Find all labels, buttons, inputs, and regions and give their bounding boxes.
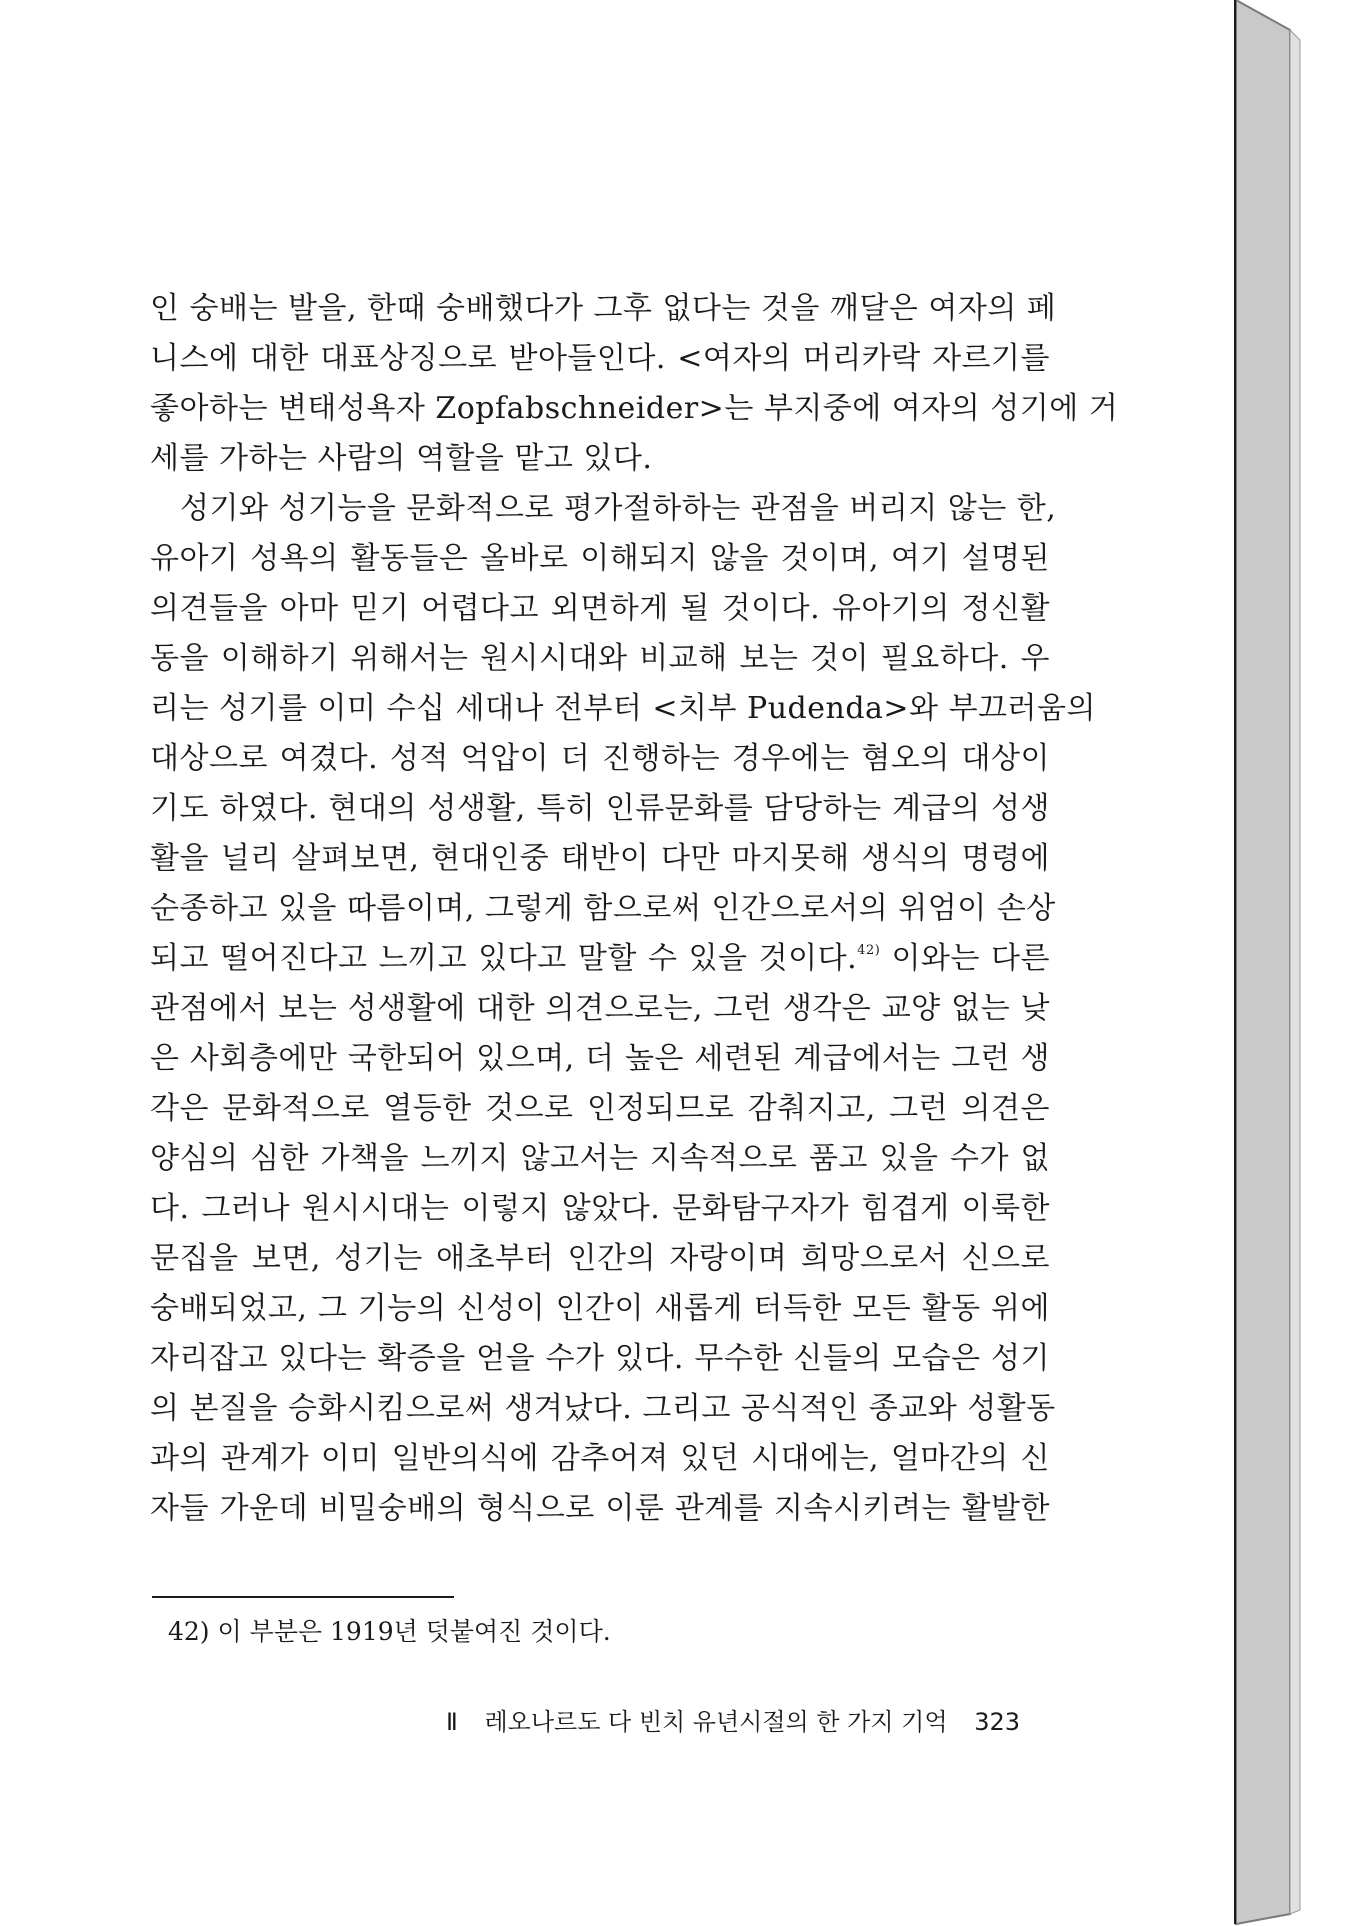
text-segment: 이와는 다른 [880,941,1050,976]
footnote: 42) 이 부분은 1919년 덧붙여진 것이다. [168,1617,611,1646]
text-line: 다. 그러나 원시시대는 이렇지 않았다. 문화탐구자가 힘겹게 이룩한 [150,1191,1050,1226]
text-line: 동을 이해하기 위해서는 원시시대와 비교해 보는 것이 필요하다. 우 [150,641,1050,676]
text-line-paragraph-start: 성기와 성기능을 문화적으로 평가절하하는 관점을 버리지 않는 한, [180,491,1057,526]
text-line: 자들 가운데 비밀숭배의 형식으로 이룬 관계를 지속시키려는 활발한 [150,1491,1050,1526]
body-text [150,284,1119,1534]
text-line: 의견들을 아마 믿기 어렵다고 외면하게 될 것이다. 유아기의 정신활 [150,591,1050,626]
text-line: 과의 관계가 이미 일반의식에 감추어져 있던 시대에는, 얼마간의 신 [150,1441,1050,1476]
chapter-numeral: Ⅱ [446,1708,458,1736]
footnote-divider [152,1596,454,1598]
text-line: 니스에 대한 대표상징으로 받아들인다. <여자의 머리카락 자르기를 [150,341,1050,376]
text-line: 자리잡고 있다는 확증을 얻을 수가 있다. 무수한 신들의 모습은 성기 [150,1341,1050,1376]
text-line: 양심의 심한 가책을 느끼지 않고서는 지속적으로 품고 있을 수가 없 [150,1141,1050,1176]
running-footer [446,1702,1020,1742]
page-number: 323 [974,1708,1020,1736]
text-line: 인 숭배는 발을, 한때 숭배했다가 그후 없다는 것을 깨달은 여자의 페 [150,291,1057,326]
text-line: 기도 하였다. 현대의 성생활, 특히 인류문화를 담당하는 계급의 성생 [150,791,1050,826]
text-line: 세를 가하는 사람의 역할을 맡고 있다. [150,441,653,476]
text-line-with-footnote [150,934,1050,984]
text-line: 의 본질을 승화시킴으로써 생겨났다. 그리고 공식적인 종교와 성활동 [150,1391,1056,1426]
text-line: 활을 널리 살펴보면, 현대인중 태반이 다만 마지못해 생식의 명령에 [150,841,1050,876]
text-line: 문집을 보면, 성기는 애초부터 인간의 자랑이며 희망으로서 신으로 [150,1241,1050,1276]
text-line: 숭배되었고, 그 기능의 신성이 인간이 새롭게 터득한 모든 활동 위에 [150,1291,1050,1326]
chapter-title: 레오나르도 다 빈치 유년시절의 한 가지 기억 [484,1708,948,1736]
text-line: 은 사회층에만 국한되어 있으며, 더 높은 세련된 계급에서는 그런 생 [150,1041,1050,1076]
text-line: 유아기 성욕의 활동들은 올바로 이해되지 않을 것이며, 여기 설명된 [150,541,1050,576]
text-line: 좋아하는 변태성욕자 Zopfabschneider>는 부지중에 여자의 성기에 거 [150,391,1119,426]
text-line: 관점에서 보는 성생활에 대한 의견으로는, 그런 생각은 교양 없는 낮 [150,991,1050,1026]
text-line: 각은 문화적으로 열등한 것으로 인정되므로 감춰지고, 그런 의견은 [150,1091,1050,1126]
text-line: 리는 성기를 이미 수십 세대나 전부터 <치부 Pudenda>와 부끄러움의 [150,691,1096,726]
text-line: 순종하고 있을 따름이며, 그렇게 함으로써 인간으로서의 위엄이 손상 [150,891,1056,926]
text-line: 대상으로 여겼다. 성적 억압이 더 진행하는 경우에는 혐오의 대상이 [150,741,1050,776]
footnote-reference: 42) [857,943,881,958]
text-segment: 되고 떨어진다고 느끼고 있다고 말할 수 있을 것이다. [150,941,858,976]
